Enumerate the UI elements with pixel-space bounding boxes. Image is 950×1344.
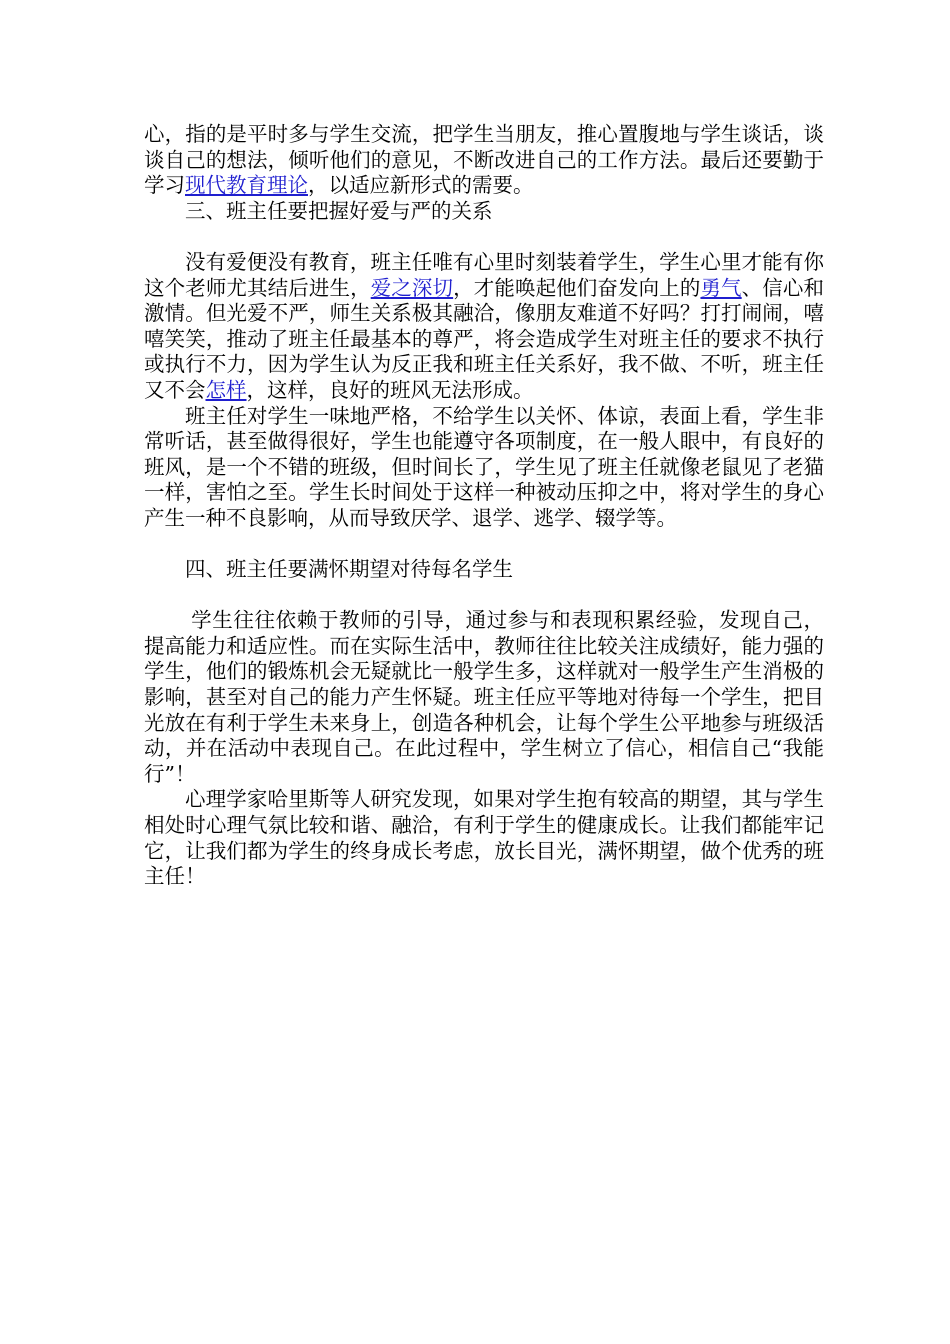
paragraph-text: 、信心和激情。但光爱不严，师生关系极其融洽，像朋友难道不好吗？打打闹闹，嘻嘻笑笑，推动了班主任最基本的尊严，将会造成学生对班主任的要求不执行或执行不力，因为学生认为反正我和班主任关系好，我不做、不听，班主任又不会 bbox=[144, 275, 824, 402]
link-deep-love[interactable]: 爱之深切 bbox=[370, 275, 454, 300]
document-page bbox=[144, 122, 824, 890]
section-heading-3: 三、班主任要把握好爱与严的关系 bbox=[185, 198, 493, 223]
link-courage[interactable]: 勇气 bbox=[700, 275, 742, 300]
link-how[interactable]: 怎样 bbox=[205, 377, 247, 402]
link-modern-education-theory[interactable]: 现代教育理论 bbox=[185, 173, 308, 198]
paragraph-text: ，这样，良好的班风无法形成。 bbox=[246, 377, 534, 402]
paragraph-love-and-strictness bbox=[144, 250, 824, 404]
section-heading-4: 四、班主任要满怀期望对待每名学生 bbox=[185, 557, 513, 582]
blank-line bbox=[144, 532, 824, 558]
blank-line bbox=[144, 583, 824, 609]
paragraph-text: ，以适应新形式的需要。 bbox=[308, 173, 534, 198]
paragraph-expectations: 学生往往依赖于教师的引导，通过参与和表现积累经验，发现自己，提高能力和适应性。而在实际生活中，教师往往比较关注成绩好，能力强的学生，他们的锻炼机会无疑就比一般学生多，这样就对一般学生产生消极的影响，甚至对自己的能力产生怀疑。班主任应平等地对待每一个学生，把目光放在有利于学生未来身上，创造各种机会，让每个学生公平地参与班级活动，并在活动中表现自己。在此过程中，学生树立了信心，相信自己“我能行”！ bbox=[144, 608, 824, 786]
paragraph-continuation bbox=[144, 122, 824, 199]
blank-line bbox=[144, 224, 824, 250]
paragraph-strictness-effects: 班主任对学生一味地严格，不给学生以关怀、体谅，表面上看，学生非常听话，甚至做得很好，学生也能遵守各项制度，在一般人眼中，有良好的班风，是一个不错的班级，但时间长了，学生见了班主任就像老鼠见了老猫一样，害怕之至。学生长时间处于这样一种被动压抑之中，将对学生的身心产生一种不良影响，从而导致厌学、退学、逃学、辍学等。 bbox=[144, 403, 824, 530]
paragraph-text: 心，指的是平时多与学生交流，把学生当朋友，推心置腹地与学生谈话，谈谈自己的想法，倾听他们的意见，不断改进自己的工作方法。最后还要勤于学习 bbox=[144, 122, 824, 198]
paragraph-harris-research: 心理学家哈里斯等人研究发现，如果对学生抱有较高的期望，其与学生相处时心理气氛比较和谐、融洽，有利于学生的健康成长。让我们都能牢记它，让我们都为学生的终身成长考虑，放长目光，满怀期望，做个优秀的班主任！ bbox=[144, 787, 824, 889]
paragraph-text: ，才能唤起他们奋发向上的 bbox=[453, 275, 701, 300]
paragraph-text: 没有爱便没有教育，班主任唯有心里时刻装着学生，学生心里才能有你这个老师尤其结后进生， bbox=[144, 249, 824, 300]
